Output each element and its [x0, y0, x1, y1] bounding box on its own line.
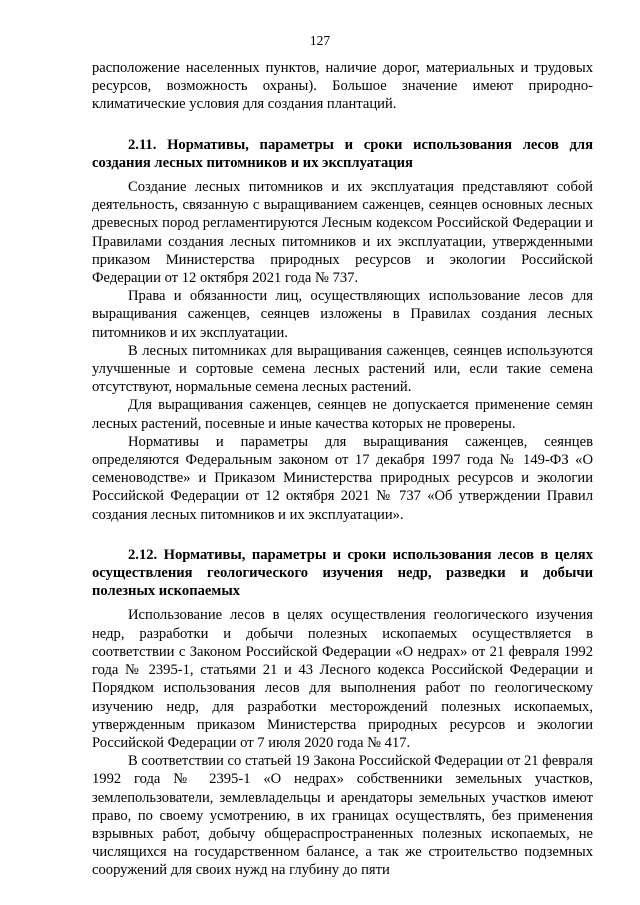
spacer — [92, 524, 593, 546]
intro-paragraph: расположение населенных пунктов, наличие дорог, материальных и трудовых ресурсов, возможность охраны). Большое значение имеют природно-климатические условия для создания плантаций. — [92, 60, 593, 113]
section-2-11-paragraph: Права и обязанности лиц, осуществляющих использование лесов для выращивания саженцев, сеянцев изложены в Правилах создания лесных питомников и их эксплуатации. — [92, 288, 593, 341]
section-2-11-paragraph: Нормативы и параметры для выращивания саженцев, сеянцев определяются Федеральным законом от 17 декабря 1997 года № 149-ФЗ «О семеноводстве» и Приказом Министерства природных ресурсов и экологии Российской Федерации от 12 октября 2021 № 737 «Об утверждении Правил создания лесных питомников и их эксплуатации». — [92, 433, 593, 523]
spacer — [92, 114, 593, 136]
section-2-11-paragraph: В лесных питомниках для выращивания саженцев, сеянцев используются улучшенные и сортовые семена лесных растений или, если такие семена отсутствуют, нормальные семена лесных растений. — [92, 342, 593, 396]
section-2-11-paragraph: Для выращивания саженцев, сеянцев не допускается применение семян лесных растений, посевные и иные качества которых не проверены. — [92, 397, 593, 432]
section-2-11-paragraph: Создание лесных питомников и их эксплуатация представляют собой деятельность, связанную с выращиванием саженцев, сеянцев основных лесных древесных пород регламентируются Лесным кодексом Российской Федерации и Правилами создания лесных питомников и их эксплуатации, утвержденными приказом Министерства природных ресурсов и экологии Российской Федерации от 12 октября 2021 года № 737. — [92, 179, 593, 287]
section-2-11-heading: 2.11. Нормативы, параметры и сроки использования лесов для создания лесных питомников и их эксплуатация — [92, 136, 593, 171]
page-number: 127 — [309, 33, 331, 48]
section-2-12-paragraph: Использование лесов в целях осуществления геологического изучения недр, разработки и добычи полезных ископаемых осуществляется в соответствии с Законом Российской Федерации «О недрах» от 21 февраля 1992 года № 2395-1, статьями 21 и 43 Лесного кодекса Российской Федерации и Порядком использования лесов для выполнения работ по геологическому изучению недр, для разработки месторождений полезных ископаемых, утвержденным приказом Министерства природных ресурсов и экологии Российской Федерации от 7 июля 2020 года № 417. — [92, 607, 593, 751]
section-2-12-heading: 2.12. Нормативы, параметры и сроки использования лесов в целях осуществления геологического изучения недр, разведки и добычи полезных ископаемых — [92, 546, 593, 600]
page-body — [92, 59, 593, 880]
section-2-12-paragraph: В соответствии со статьей 19 Закона Российской Федерации от 21 февраля 1992 года № 2395-1 «О недрах» собственники земельных участков, землепользователи, землевладельцы и арендаторы земельных участков имеют право, по своему усмотрению, в их границах осуществлять, без применения взрывных работ, добычу общераспространенных полезных ископаемых, не числящихся на государственном балансе, а так же строительство подземных сооружений для своих нужд на глубину до пяти — [92, 753, 593, 879]
